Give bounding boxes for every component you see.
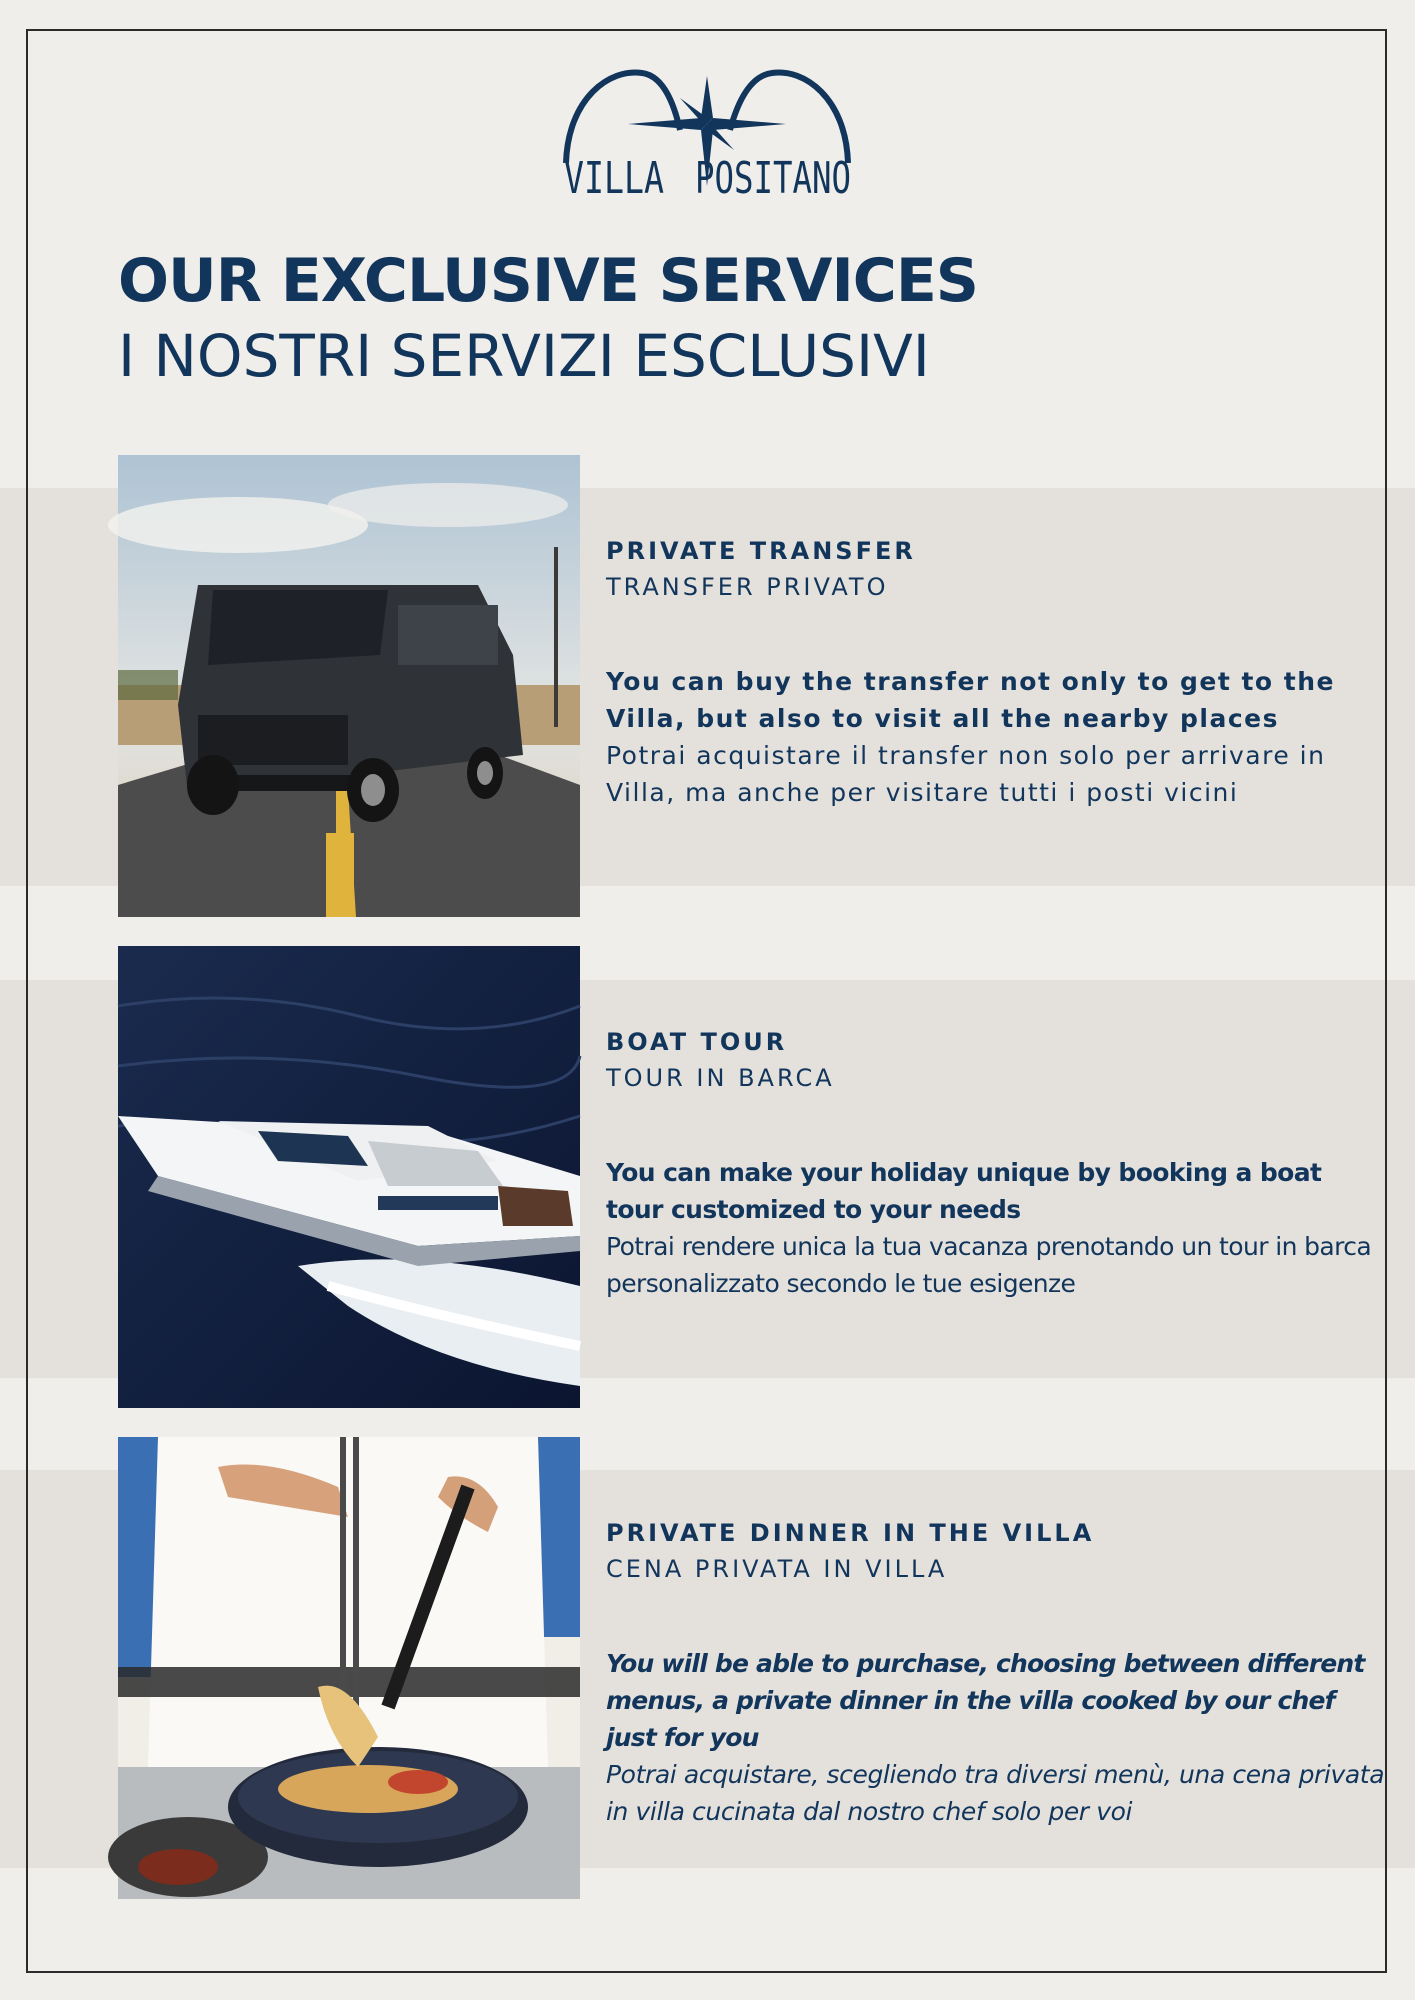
service-private-dinner (606, 1515, 1386, 1830)
service-subtitle: TRANSFER PRIVATO (606, 573, 889, 601)
service-description-en: You can make your holiday unique by booking a boat tour customized to your needs (606, 1158, 1322, 1224)
service-description-en: You will be able to purchase, choosing between different menus, a private dinner in the villa cooked by our chef just for you (606, 1649, 1365, 1752)
villa-positano-logo (560, 68, 854, 208)
service-description-it: Potrai acquistare il transfer non solo per arrivare in Villa, ma anche per visitare tutti i posti vicini (606, 741, 1326, 807)
service-subtitle: CENA PRIVATA IN VILLA (606, 1555, 948, 1583)
yacht-at-sea-photo (118, 946, 580, 1408)
service-title: PRIVATE TRANSFER (606, 537, 916, 565)
logo-text-villa: VILLA (564, 153, 664, 204)
page-title: OUR EXCLUSIVE SERVICES (118, 246, 979, 316)
service-boat-tour (606, 1024, 1386, 1302)
service-title: PRIVATE DINNER IN THE VILLA (606, 1519, 1095, 1547)
logo-text-positano: POSITANO (695, 153, 851, 204)
service-title: BOAT TOUR (606, 1028, 788, 1056)
service-subtitle: TOUR IN BARCA (606, 1064, 835, 1092)
van-on-road-photo (118, 455, 580, 917)
chef-cooking-pasta-photo (118, 1437, 580, 1899)
service-description-it: Potrai acquistare, scegliendo tra diversi menù, una cena privata in villa cucinata dal nostro chef solo per voi (606, 1760, 1385, 1826)
service-description-en: You can buy the transfer not only to get to the Villa, but also to visit all the nearby places (606, 667, 1336, 733)
page-subtitle: I NOSTRI SERVIZI ESCLUSIVI (118, 322, 930, 390)
service-private-transfer (606, 533, 1386, 811)
service-description-it: Potrai rendere unica la tua vacanza prenotando un tour in barca personalizzato secondo le tue esigenze (606, 1232, 1372, 1298)
